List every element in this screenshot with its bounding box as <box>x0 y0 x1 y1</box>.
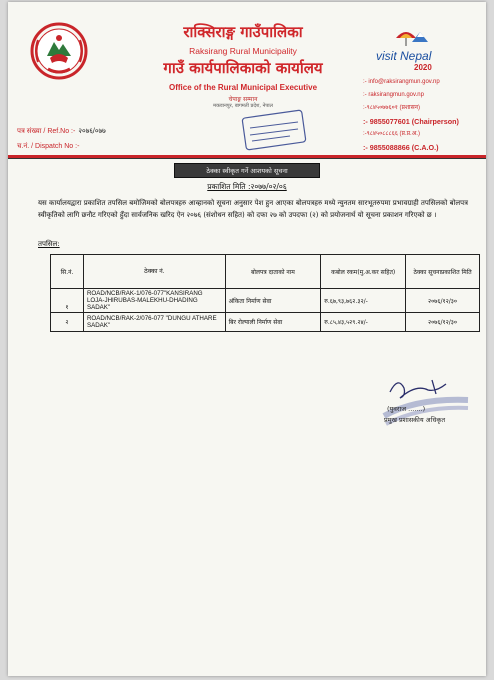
contract-table <box>50 254 480 332</box>
signatory-name: (युवराज .......) <box>387 405 426 413</box>
header-amount: कबोल रकम(मु.अ.कर सहित) <box>321 255 406 289</box>
header-divider-thin <box>8 158 486 159</box>
contact-email[interactable]: :- info@raksirangmun.gov.np <box>363 79 440 85</box>
office-title-en: Office of the Rural Municipal Executive <box>168 83 318 92</box>
contact-block <box>363 76 485 154</box>
notice-title: ठेक्का स्वीकृत गर्ने आशयको सूचना <box>174 163 320 178</box>
list-label: तपसिल: <box>38 240 60 248</box>
publish-date <box>8 182 486 192</box>
contact-website[interactable]: :- raksirangmun.gov.np <box>363 92 424 98</box>
dispatch-label: च.नं. / Dispatch No :- <box>17 143 80 150</box>
header-serial: सि.नं. <box>51 255 84 289</box>
office-title-np: गाउँ कार्यपालिकाको कार्यालय <box>163 59 323 77</box>
row-serial: २ <box>51 313 84 332</box>
table-row <box>51 289 480 313</box>
notice-body: यस कार्यालयद्वारा प्रकाशित तपसिल बमोजिमको बोलपत्रहरु आव्हानको सूचना अनुसार पेश हुन आएका बोलपत्रहरु मध्ये न्युनतम सारभूतरुपमा प्रभावग्राही तपसिलको बोलपत्र स्वीकृतिको लागि छनौट गरिएको हुँदा सार्वजनिक खरिद ऐन २०७६ (संशोधन सहित) को दफा २७ को उपदफा (२) को प्रयोजनार्थ यो सूचना प्रकाशन गरिएको छ । <box>38 199 468 219</box>
row-contract: ROAD/NCB/RAK-1/076-077"KANSIRANG LOJA-JHIRUBAS-MALEKHU-DHADING SADAK" <box>83 289 225 313</box>
signatory-role: प्रमुख प्रशासकीय अधिकृत <box>384 416 446 424</box>
row-date: २०७६/१२/३० <box>406 313 480 332</box>
header-date: ठेक्का सूचनाप्रकाशित मिति <box>406 255 480 289</box>
row-amount: रु.६७,९३,७६२.३२/- <box>321 289 406 313</box>
publish-date-text: प्रकाशित मिति :२०७७/०२/०६ <box>207 182 287 191</box>
contact-phone-cao: :-९८४५०८८८६६ (प्र.प्र.अ.) <box>363 131 420 137</box>
municipality-title-en: Raksirang Rural Municipality <box>189 46 297 56</box>
contact-phone-chair: :- 9855077601 (Chairperson) <box>363 117 459 126</box>
reference-label: पत्र संख्या / Ref.No :- <box>17 128 76 135</box>
row-date: २०७६/१२/३० <box>406 289 480 313</box>
row-amount: रु.८५,४३,५२९.२४/- <box>321 313 406 332</box>
contact-phone-cao-en: :- 9855088866 (C.A.O.) <box>363 143 439 152</box>
row-serial: १ <box>51 289 84 313</box>
reference-value: २०७६/०७७ <box>78 128 106 135</box>
municipality-title-np: राक्सिराङ्ग गाउँपालिका <box>183 23 303 41</box>
dispatch-number <box>17 142 82 151</box>
office-stamp-icon <box>238 108 310 154</box>
office-subtitle-np: चेपाङ्ग सम्मान <box>228 96 258 103</box>
notice-document <box>8 2 486 676</box>
header-contract: ठेक्का नं. <box>83 255 225 289</box>
office-address: मकवानपुर, बागमती प्रदेश, नेपाल <box>213 103 273 109</box>
table-header-row <box>51 255 480 289</box>
row-bidder: अंकिता निर्माण सेवा <box>225 289 321 313</box>
nepal-emblem-icon <box>30 20 88 82</box>
visit-nepal-year: 2020 <box>414 63 432 72</box>
table-row <box>51 313 480 332</box>
header-bidder: बोलपत्र दाताको नाम <box>225 255 321 289</box>
visit-nepal-logo-icon <box>370 24 454 72</box>
row-bidder: बिर रोल्पाली निर्माण सेवा <box>225 313 321 332</box>
reference-number <box>17 127 106 136</box>
row-contract: ROAD/NCB/RAK-2/076-077 "DUNGU ATHARE SADAK" <box>83 313 225 332</box>
contact-phone-office: :-९८४५०७७६०१ (प्रशासन) <box>363 105 420 111</box>
visit-nepal-text: visit Nepal <box>376 49 432 63</box>
